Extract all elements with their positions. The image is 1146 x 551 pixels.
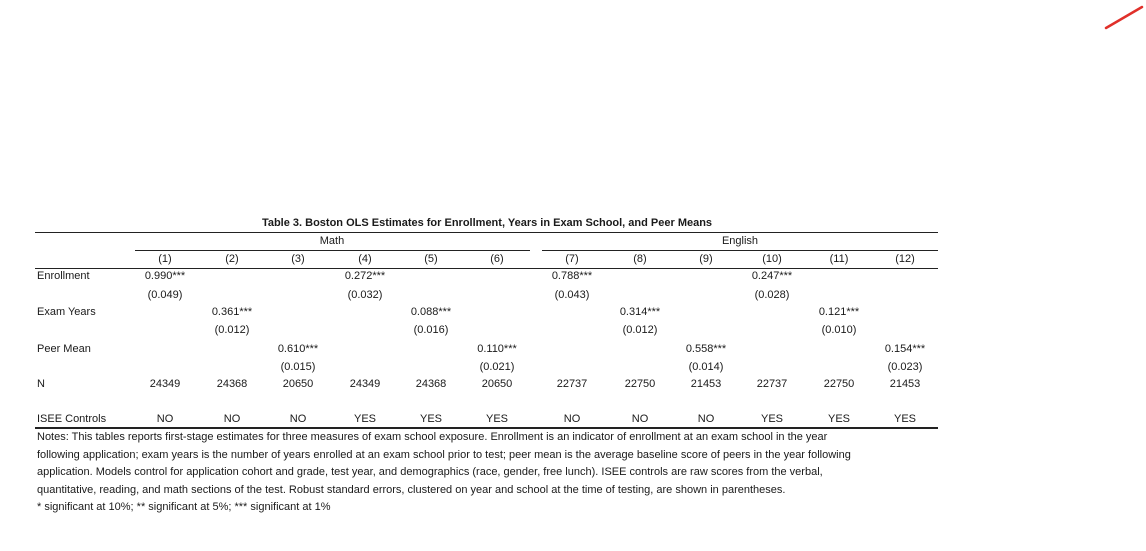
top-rule (35, 232, 938, 233)
coefficient-cell: YES (760, 413, 783, 425)
std-error-cell: (0.049) (147, 289, 183, 301)
group-header-math: Math (319, 235, 345, 247)
column-header: (5) (424, 253, 438, 265)
column-header: (4) (358, 253, 372, 265)
coefficient-cell: 0.154*** (884, 343, 926, 355)
note-line: Notes: This tables reports first-stage estimates for three measures of exam school exposure. Enrollment is an indicator of enrollment at an exam school in the year (37, 431, 828, 443)
coefficient-cell: 20650 (481, 378, 513, 390)
note-line: application. Models control for application cohort and grade, test year, and demographics (race, gender, free lunch). ISEE controls are raw scores from the verbal, (37, 466, 823, 479)
std-error-cell: (0.016) (413, 324, 449, 336)
coefficient-cell: 24349 (149, 378, 181, 390)
std-error-cell: (0.028) (754, 289, 790, 301)
coefficient-cell: 24368 (415, 378, 447, 390)
table-notes (37, 429, 937, 517)
coefficient-cell: 0.088*** (410, 306, 452, 318)
coefficient-cell: NO (156, 413, 174, 425)
table-title: Table 3. Boston OLS Estimates for Enrollment, Years in Exam School, and Peer Means (261, 217, 713, 229)
coefficient-cell: 20650 (282, 378, 314, 390)
column-header: (3) (291, 253, 305, 265)
coefficient-cell: 0.361*** (211, 306, 253, 318)
note-line: following application; exam years is the number of years enrolled at an exam school prior to test; peer mean is the average baseline score of peers in the year following (37, 448, 851, 461)
coefficient-cell: YES (485, 413, 508, 425)
coefficient-cell: 21453 (889, 378, 921, 390)
group-header-english: English (721, 235, 759, 247)
red-pen-mark (1100, 2, 1146, 32)
coefficient-cell: 22737 (756, 378, 788, 390)
coefficient-cell: 0.990*** (144, 270, 186, 282)
coefficient-cell: 0.788*** (551, 270, 593, 282)
std-error-cell: (0.012) (214, 324, 250, 336)
coefficient-cell: NO (631, 413, 649, 425)
std-error-cell: (0.043) (554, 289, 590, 301)
note-line: * significant at 10%; ** significant at 5%; *** significant at 1% (37, 501, 331, 514)
column-header: (11) (829, 253, 849, 265)
coefficient-cell: 0.110*** (477, 343, 517, 355)
english-rule (542, 250, 938, 251)
coefficient-cell: 24349 (349, 378, 381, 390)
column-header: (10) (762, 253, 782, 265)
coefficient-cell: 22737 (556, 378, 588, 390)
coefficient-cell: 22750 (624, 378, 656, 390)
row-label: Peer Mean (37, 343, 91, 355)
coefficient-cell: 24368 (216, 378, 248, 390)
column-header: (1) (158, 253, 172, 265)
std-error-cell: (0.021) (479, 361, 515, 373)
std-error-cell: (0.023) (887, 361, 923, 373)
coefficient-cell: YES (893, 413, 916, 425)
std-error-cell: (0.015) (280, 361, 316, 373)
coefficient-cell: 0.558*** (685, 343, 727, 355)
column-header: (6) (490, 253, 504, 265)
std-error-cell: (0.014) (688, 361, 724, 373)
coefficient-cell: YES (419, 413, 442, 425)
coefficient-cell: 22750 (823, 378, 855, 390)
row-label: ISEE Controls (37, 413, 107, 425)
coefficient-cell: 21453 (690, 378, 722, 390)
row-label: Enrollment (37, 270, 90, 282)
column-header: (12) (895, 253, 915, 265)
column-header: (7) (565, 253, 579, 265)
std-error-cell: (0.032) (347, 289, 383, 301)
coefficient-cell: YES (827, 413, 850, 425)
std-error-cell: (0.012) (622, 324, 658, 336)
coefficient-cell: 0.121*** (818, 306, 860, 318)
header-rule (35, 268, 938, 269)
coefficient-cell: 0.610*** (277, 343, 319, 355)
coefficient-cell: 0.247*** (751, 270, 793, 282)
column-header: (9) (699, 253, 713, 265)
std-error-cell: (0.010) (821, 324, 857, 336)
coefficient-cell: NO (223, 413, 241, 425)
math-rule (135, 250, 530, 251)
coefficient-cell: NO (289, 413, 307, 425)
coefficient-cell: 0.314*** (619, 306, 661, 318)
row-label: N (37, 378, 45, 390)
note-line: quantitative, reading, and math sections of the test. Robust standard errors, clustered on year and school at the time of testing, are shown in parentheses. (37, 483, 786, 496)
coefficient-cell: NO (563, 413, 581, 425)
coefficient-cell: YES (353, 413, 376, 425)
coefficient-cell: 0.272*** (344, 270, 386, 282)
column-header: (8) (633, 253, 647, 265)
row-label: Exam Years (37, 306, 96, 318)
coefficient-cell: NO (697, 413, 715, 425)
column-header: (2) (225, 253, 239, 265)
